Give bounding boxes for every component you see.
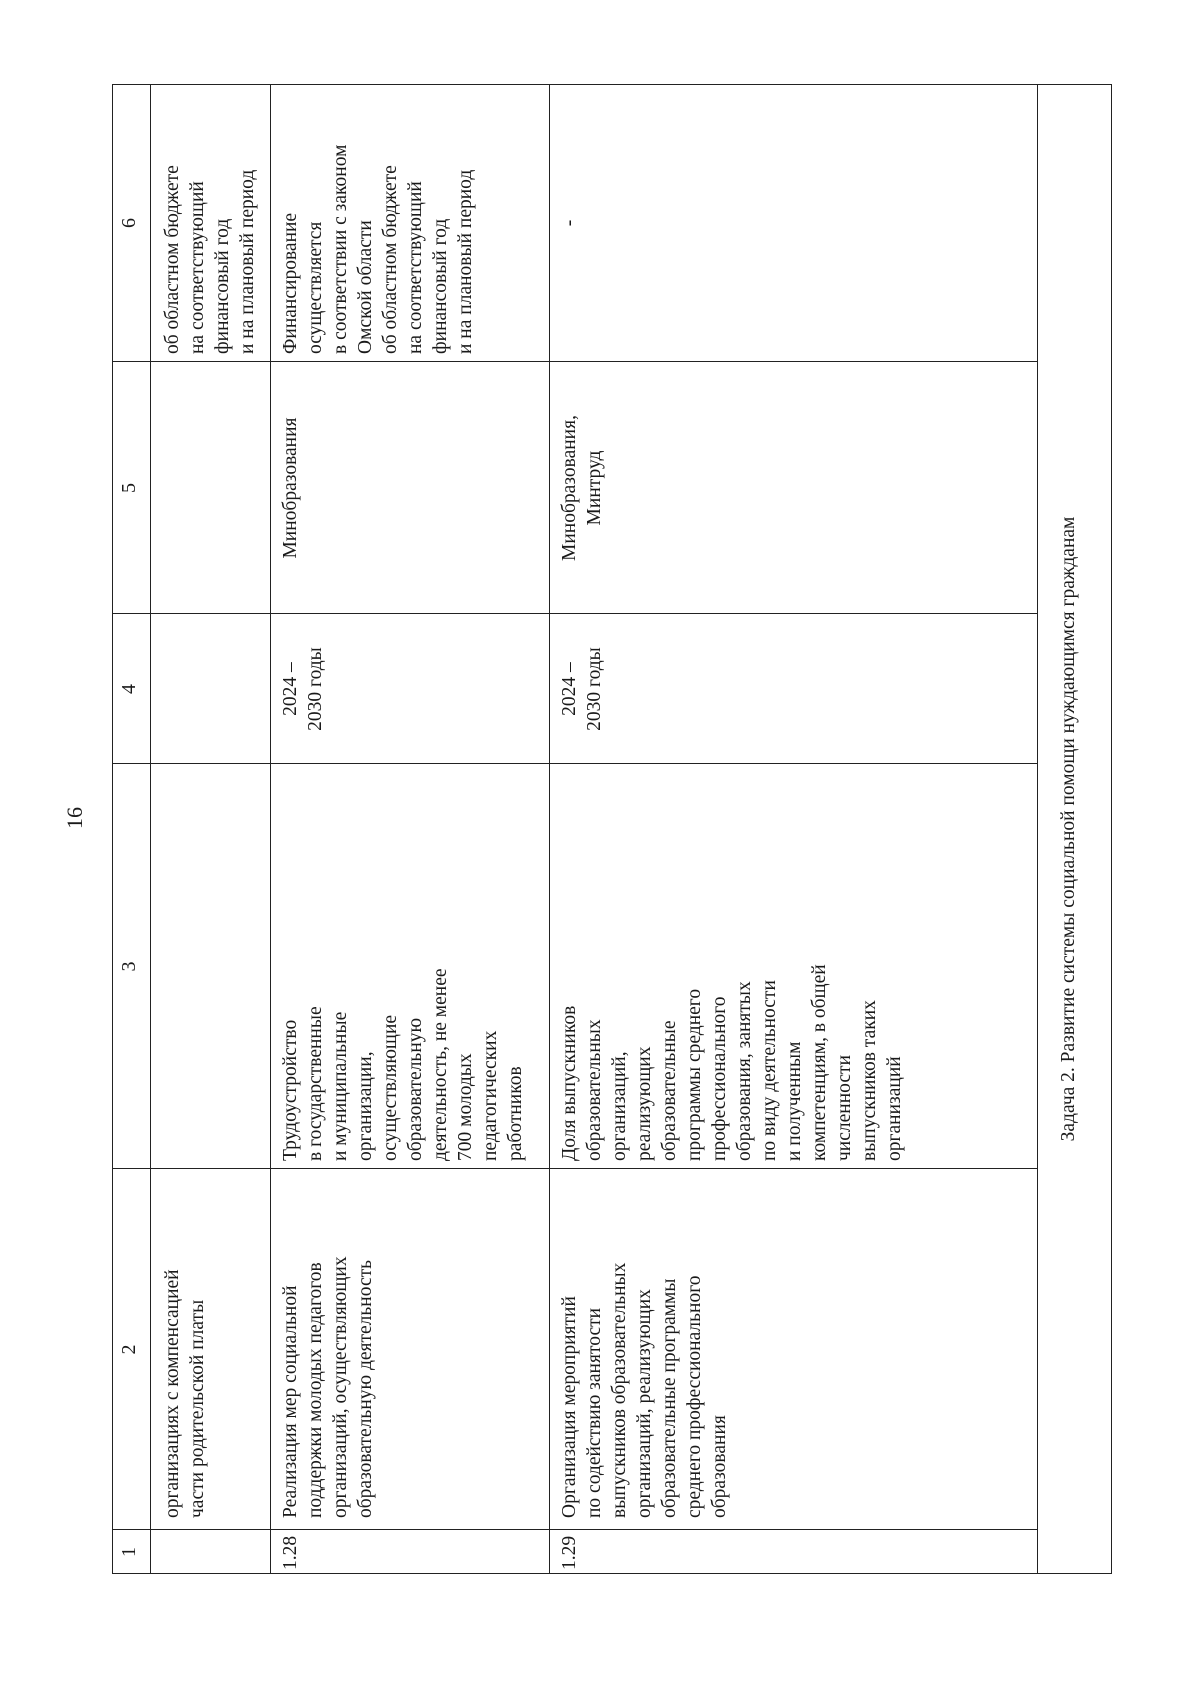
page-number: 16	[62, 807, 87, 829]
task-rule	[1037, 84, 1038, 1574]
row-rule	[270, 84, 271, 1574]
row-number: 1.29	[559, 1535, 580, 1570]
header-cell: 6	[118, 218, 140, 228]
executor-cell: Минобразования	[280, 417, 301, 559]
rotated-table	[112, 84, 1112, 1574]
measure-cell: Реализация мер социальной поддержки молодых педагогов организаций, осуществляющих образовательную деятельность	[280, 1256, 376, 1518]
result-cell: Доля выпускников образовательных организаций, реализующих образовательные программы среднего профессионального образования, занятых по виду деятельности и полученным компетенциям, в общей численности выпускников таких организаций	[559, 964, 905, 1161]
row-rule	[549, 84, 550, 1574]
period-cell: 2024 – 2030 годы	[280, 647, 326, 731]
header-cell: 4	[118, 684, 140, 694]
header-cell: 5	[118, 483, 140, 493]
header-cell: 2	[118, 1344, 140, 1355]
header-cell: 1	[118, 1547, 140, 1557]
header-rule	[150, 84, 151, 1574]
financing-cell: об областном бюджете на соответствующий финансовый год и на плановый период	[162, 165, 258, 354]
row-number: 1.28	[280, 1535, 301, 1570]
executor-cell: Минобразования, Минтруд	[559, 415, 605, 561]
col-rule	[112, 1168, 1037, 1169]
financing-cell: -	[559, 219, 580, 227]
measure-cell: Организация мероприятий по содействию занятости выпускников образовательных организаций, реализующих образовательные программы среднего профессионального образования	[559, 1262, 730, 1518]
measure-cell: организациях с компенсацией части родительской платы	[162, 1269, 208, 1518]
period-cell: 2024 – 2030 годы	[559, 647, 605, 731]
header-cell: 3	[118, 961, 140, 972]
financing-cell: Финансирование осуществляется в соответствии с законом Омской области об областном бюджете на соответствующий финансовый год и на плановый период	[280, 144, 476, 354]
result-cell: Трудоустройство в государственные и муниципальные организации, осуществляющие образовательную деятельность, не менее 700 молодых педагогических работников	[280, 968, 526, 1161]
task-heading: Задача 2. Развитие системы социальной помощи нуждающимся гражданам	[1058, 516, 1079, 1142]
